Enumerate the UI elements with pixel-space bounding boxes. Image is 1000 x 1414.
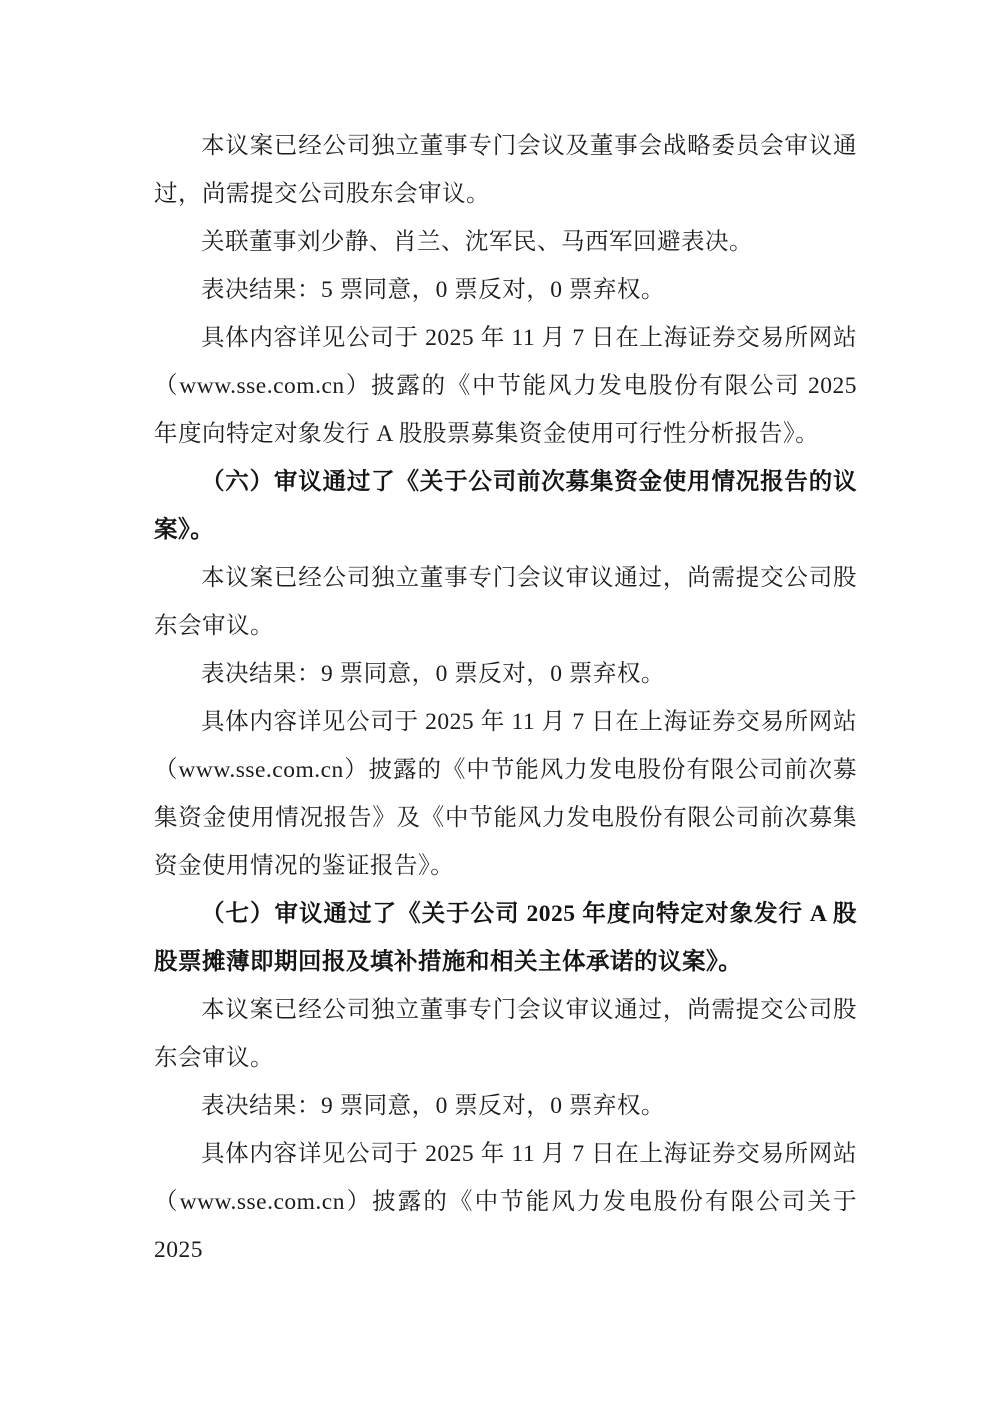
- paragraph-item5-approval-status: 本议案已经公司独立董事专门会议及董事会战略委员会审议通过，尚需提交公司股东会审议。: [154, 133, 857, 207]
- paragraph-item7-approval-status: 本议案已经公司独立董事专门会议审议通过，尚需提交公司股东会审议。: [154, 997, 857, 1071]
- paragraph-item5-disclosure-reference: 具体内容详见公司于 2025 年 11 月 7 日在上海证券交易所网站（www.sse.com.cn）披露的《中节能风力发电股份有限公司 2025 年度向特定对象发行 A 股股票募集资金使用可行性分析报告》。: [154, 325, 857, 447]
- paragraph-item6-vote-result: 表决结果：9 票同意，0 票反对，0 票弃权。: [201, 661, 665, 687]
- document-content: [154, 122, 857, 1274]
- paragraph-item7-vote-result: 表决结果：9 票同意，0 票反对，0 票弃权。: [201, 1093, 665, 1119]
- paragraph-item7-disclosure-reference-truncated: 具体内容详见公司于 2025 年 11 月 7 日在上海证券交易所网站（www.sse.com.cn）披露的《中节能风力发电股份有限公司关于 2025: [154, 1141, 857, 1263]
- paragraph-item6-approval-status: 本议案已经公司独立董事专门会议审议通过，尚需提交公司股东会审议。: [154, 565, 857, 639]
- paragraph-item5-vote-result: 表决结果：5 票同意，0 票反对，0 票弃权。: [201, 277, 665, 303]
- paragraph-item6-disclosure-reference: 具体内容详见公司于 2025 年 11 月 7 日在上海证券交易所网站（www.sse.com.cn）披露的《中节能风力发电股份有限公司前次募集资金使用情况报告》及《中节能风力发电股份有限公司前次募集资金使用情况的鉴证报告》。: [154, 709, 857, 879]
- paragraph-item5-director-recusal: 关联董事刘少静、肖兰、沈军民、马西军回避表决。: [201, 229, 753, 255]
- section-heading-item6: （六）审议通过了《关于公司前次募集资金使用情况报告的议案》。: [154, 469, 857, 543]
- section-heading-item7: （七）审议通过了《关于公司 2025 年度向特定对象发行 A 股股票摊薄即期回报及填补措施和相关主体承诺的议案》。: [154, 901, 857, 975]
